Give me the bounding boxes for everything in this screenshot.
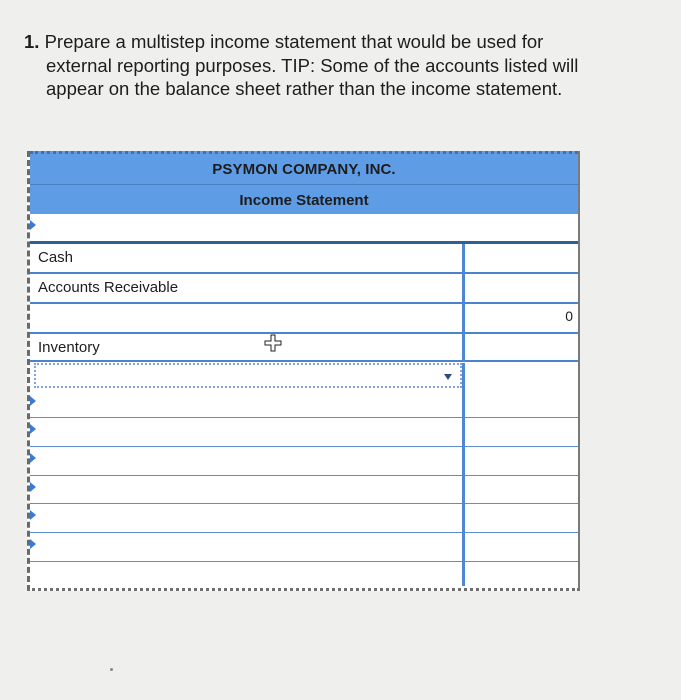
- statement-row[interactable]: [30, 390, 578, 418]
- income-statement-table: [27, 151, 580, 591]
- row-marker-icon: [30, 220, 36, 230]
- row-label[interactable]: Cash: [38, 249, 74, 266]
- row-label[interactable]: Accounts Receivable: [38, 279, 179, 296]
- row-label[interactable]: Inventory: [38, 339, 100, 356]
- question-number: 1.: [24, 31, 40, 52]
- statement-header: [30, 151, 578, 214]
- amount-value: 0: [565, 308, 573, 324]
- row-marker-icon: [30, 453, 36, 463]
- column-divider: [462, 244, 465, 334]
- chevron-down-icon[interactable]: [444, 374, 452, 380]
- statement-row[interactable]: [30, 418, 578, 447]
- statement-row[interactable]: [30, 304, 578, 334]
- statement-row[interactable]: [30, 533, 578, 562]
- amount-cell[interactable]: [465, 304, 579, 332]
- row-marker-icon: [30, 539, 36, 549]
- amount-cell[interactable]: [465, 244, 579, 272]
- company-name: PSYMON COMPANY, INC.: [212, 161, 396, 178]
- header-divider: [30, 184, 578, 185]
- row-marker-icon: [30, 510, 36, 520]
- row-marker-icon: [30, 482, 36, 492]
- question-instructions: [24, 30, 644, 101]
- statement-row[interactable]: [30, 214, 578, 244]
- account-dropdown[interactable]: [34, 363, 462, 388]
- row-marker-icon: [30, 396, 36, 406]
- statement-row[interactable]: [30, 334, 578, 362]
- instructions-line-2: external reporting purposes. TIP: Some of the accounts listed will: [46, 54, 579, 76]
- amount-cell[interactable]: [465, 274, 579, 302]
- statement-row[interactable]: [30, 447, 578, 476]
- statement-row[interactable]: [30, 274, 578, 304]
- instructions-line-3: appear on the balance sheet rather than the income statement.: [46, 78, 563, 99]
- instructions-line-1: 1. Prepare a multistep income statement that would be used for: [24, 31, 544, 52]
- row-marker-icon: [30, 424, 36, 434]
- column-divider: [462, 334, 465, 362]
- move-cursor-icon: [264, 334, 282, 352]
- statement-title: Income Statement: [239, 192, 369, 209]
- statement-row[interactable]: [30, 476, 578, 504]
- screen-dust: [110, 668, 113, 671]
- statement-row[interactable]: [30, 244, 578, 274]
- statement-row[interactable]: [30, 504, 578, 533]
- column-divider: [462, 363, 465, 586]
- amount-cell[interactable]: [465, 334, 579, 360]
